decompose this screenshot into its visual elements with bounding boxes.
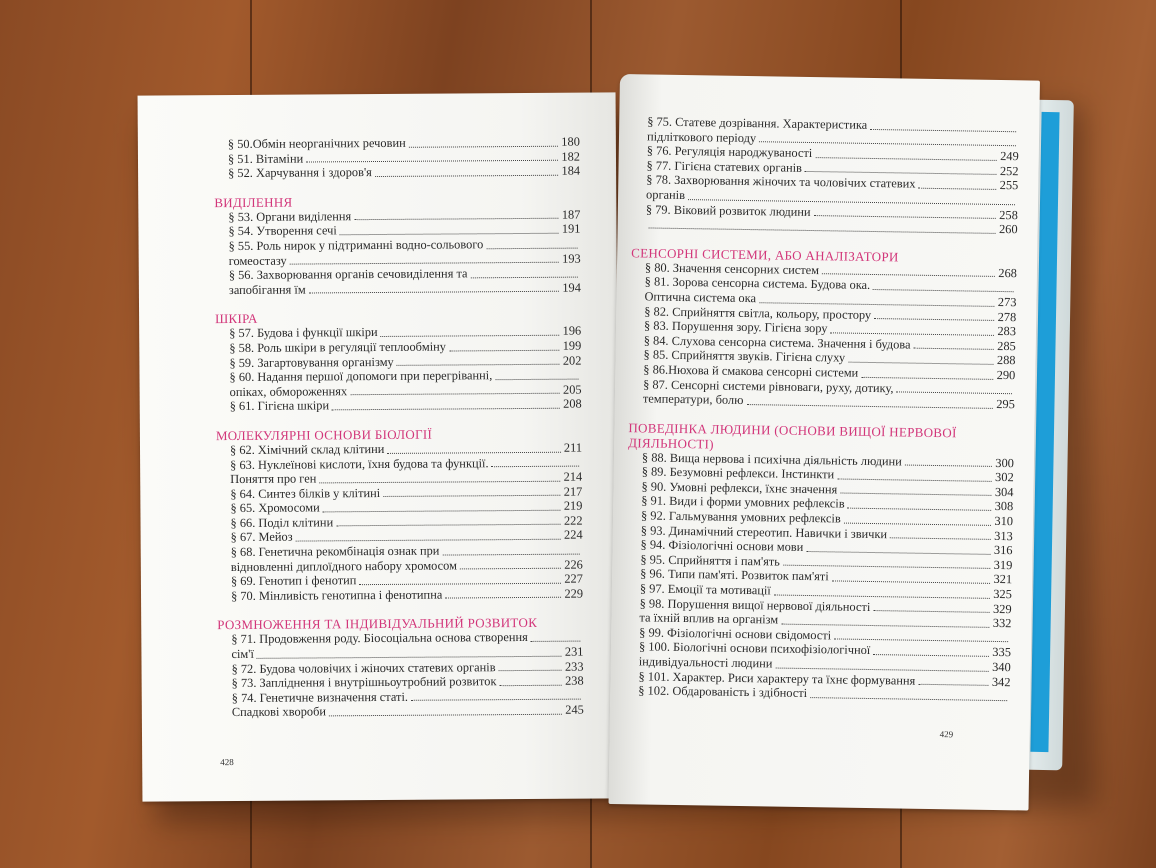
toc-page-number: 268 [998, 265, 1018, 281]
toc-page-number: 233 [564, 659, 584, 674]
toc-page-number: 313 [994, 528, 1013, 543]
toc-page-number: 273 [997, 294, 1017, 310]
toc-entry-title: § 92. Гальмування умовних рефлексів [640, 508, 841, 526]
toc-entry-title: § 65. Хромосоми [230, 500, 320, 516]
left-toc-column [214, 135, 584, 721]
toc-entry-title: § 54. Утворення сечі [228, 223, 337, 239]
leader-dots [844, 522, 992, 525]
leader-dots [449, 349, 560, 351]
toc-entry [216, 397, 582, 414]
leader-dots [354, 218, 559, 220]
toc-entry-title: § 60. Надання першої допомоги при перегріванні, [229, 368, 493, 385]
toc-entry-title: запобігання їм [228, 282, 306, 297]
toc-page-number: 285 [997, 338, 1016, 353]
toc-page-number: 199 [562, 338, 582, 353]
toc-page-number: 321 [993, 572, 1013, 587]
toc-page-number: 222 [563, 513, 583, 528]
leader-dots [815, 157, 997, 161]
section-heading: СЕНСОРНІ СИСТЕМИ, АБО АНАЛІЗАТОРИ [631, 244, 899, 265]
toc-entry-title: § 74. Генетичне визначення статі. [231, 689, 409, 705]
toc-entry-title: § 72. Будова чоловічих і жіночих статевих органів [231, 659, 496, 676]
toc-entry-title: § 83. Порушення зору. Гігієна зору [643, 318, 828, 336]
leader-dots [822, 274, 995, 278]
toc-page-number: 184 [561, 163, 581, 178]
right-page-number: 429 [939, 729, 954, 740]
toc-entry-title: § 101. Характер. Риси характеру та їхнє формування [638, 668, 916, 688]
section-heading: ПОВЕДІНКА ЛЮДИНИ (ОСНОВИ ВИЩОЇ НЕРВОВОЇ ДІЯЛЬНОСТІ) [628, 419, 957, 452]
leader-dots [309, 291, 560, 294]
toc-entry-title: § 53. Органи виділення [228, 208, 352, 224]
toc-entry-title: § 71. Продовження роду. Біосоціальна основа створення [231, 630, 528, 647]
leader-dots [896, 391, 1012, 394]
section-heading: ШКІРА [215, 311, 258, 327]
toc-page-number: 319 [993, 557, 1013, 573]
toc-entry-title: § 55. Роль нирок у підтриманні водно-сольового [228, 237, 484, 254]
leader-dots [834, 639, 1008, 643]
toc-entry-title: сім'ї [231, 646, 254, 662]
leader-dots [837, 478, 992, 481]
leader-dots [409, 145, 559, 147]
toc-page-number: 260 [998, 222, 1018, 237]
leader-dots [332, 408, 560, 411]
section-heading: МОЛЕКУЛЯРНІ ОСНОВИ БІОЛОГІЇ [215, 426, 433, 444]
leader-dots [918, 684, 989, 686]
leader-dots [830, 332, 994, 336]
toc-entry-title: § 84. Слухова сенсорна система. Значення і будова [643, 333, 911, 352]
toc-page-number: 231 [564, 644, 584, 659]
leader-dots [870, 129, 1016, 132]
toc-entry-title: § 96. Типи пам'яті. Розвиток пам'яті [640, 566, 829, 584]
leader-dots [290, 262, 559, 265]
toc-entry-title: гомеостазу [228, 253, 287, 268]
toc-entry-title: § 102. Обдарованість і здібності [638, 683, 808, 701]
toc-entry-title: § 62. Хімічний склад клітини [229, 441, 385, 457]
toc-entry-title: § 97. Емоції та мотивації [639, 581, 771, 598]
leader-dots [445, 597, 561, 599]
toc-page-number: 194 [562, 280, 581, 295]
toc-entry-title: § 57. Будова і функції шкіри [229, 325, 378, 341]
toc-page-number: 302 [995, 470, 1014, 485]
toc-entry-title: § 61. Гігієна шкіри [229, 398, 330, 414]
leader-dots [359, 583, 561, 585]
toc-entry [218, 703, 584, 720]
leader-dots [340, 233, 559, 236]
leader-dots [848, 508, 992, 511]
toc-entry-title: та їхній вплив на організм [639, 610, 779, 627]
leader-dots [873, 654, 989, 657]
toc-page-number: 193 [562, 251, 581, 266]
toc-page-number: 224 [563, 528, 583, 543]
leader-dots [531, 641, 581, 642]
leader-dots [257, 655, 562, 658]
leader-dots [387, 451, 561, 453]
toc-entry-title: § 78. Захворювання жіночих та чоловічих статевих [646, 172, 916, 192]
toc-page-number: 316 [993, 543, 1013, 558]
leader-dots [832, 580, 991, 583]
leader-dots [814, 215, 997, 219]
toc-entry-title: § 77. Гігієна статевих органів [646, 158, 803, 175]
leader-dots [499, 685, 562, 686]
toc-entry-title: § 89. Безумовні рефлекси. Інстинкти [641, 464, 835, 482]
toc-entry-title: § 94. Фізіологічні основи мови [640, 537, 804, 555]
leader-dots [499, 670, 562, 671]
toc-entry-title: § 75. Статеве дозрівання. Характеристика [647, 114, 868, 132]
leader-dots [492, 466, 580, 468]
toc-entry-title: § 100. Біологічні основи психофізіологічної [638, 639, 871, 658]
toc-entry-title: § 87. Сенсорні системи рівноваги, руху, дотику, [643, 376, 894, 395]
toc-entry-title: § 99. Фізіологічні основи свідомості [639, 625, 832, 643]
toc-entry-title: індивідуальності людини [638, 654, 773, 671]
toc-entry-title: § 64. Синтез білків у клітині [230, 485, 381, 501]
toc-entry-title: § 51. Вітаміни [227, 151, 304, 166]
toc-page-number: 310 [994, 513, 1014, 529]
toc-entry-title: § 70. Мінливість генотипна і фенотипна [230, 587, 443, 603]
toc-page-number: 217 [563, 484, 583, 499]
leader-dots [806, 551, 991, 555]
leader-dots [840, 493, 992, 496]
leader-dots [913, 348, 994, 350]
section-heading: РОЗМНОЖЕННЯ ТА ІНДИВІДУАЛЬНИЙ РОЗВИТОК [217, 615, 538, 633]
leader-dots [848, 362, 994, 365]
toc-page-number: 196 [562, 323, 582, 339]
toc-page-number: 278 [997, 309, 1017, 324]
toc-page-number: 182 [561, 149, 581, 164]
leader-dots [411, 699, 581, 701]
toc-page-number: 205 [562, 382, 582, 397]
leader-dots [746, 404, 993, 409]
toc-page-number: 214 [563, 469, 583, 484]
toc-entry-title: Спадкові хвороби [231, 704, 327, 720]
toc-entry-title: § 81. Зорова сенсорна система. Будова ока. [644, 274, 871, 293]
toc-page-number: 335 [992, 645, 1012, 660]
leader-dots [471, 276, 578, 278]
leader-dots [890, 538, 991, 541]
toc-page-number: 283 [997, 324, 1017, 339]
leader-dots [861, 376, 993, 379]
toc-page-number: 191 [561, 221, 581, 237]
toc-entry-title: § 95. Сприйняття і пам'ять [640, 552, 781, 569]
toc-entry-title: § 56. Захворювання органів сечовиділення та [228, 266, 468, 283]
toc-page-number: 180 [561, 134, 580, 149]
toc-entry-title: § 52. Харчування і здоров'я [228, 165, 372, 181]
toc-entry-title: § 58. Роль шкіри в регуляції теплообміну [229, 339, 446, 355]
toc-entry-title: § 68. Генетична рекомбінація ознак при [230, 543, 440, 560]
toc-page-number: 258 [999, 207, 1018, 222]
leader-dots [350, 393, 560, 395]
toc-entry-title: температури, болю [642, 391, 744, 408]
toc-entry [215, 280, 581, 297]
toc-entry-title: § 82. Сприйняття світла, кольору, простору [644, 303, 872, 322]
toc-entry-title: § 85. Сприйняття звуків. Гігієна слуху [643, 347, 846, 365]
toc-page-number: 325 [993, 586, 1012, 602]
toc-page-number: 238 [564, 673, 584, 688]
leader-dots [381, 335, 560, 337]
leader-dots [336, 524, 561, 527]
toc-page-number: 340 [992, 659, 1011, 675]
toc-entry-title: Оптична система ока [644, 289, 757, 306]
toc-entry-title: Поняття про ген [230, 471, 317, 487]
toc-page-number: 226 [564, 557, 583, 572]
toc-entry-title: § 69. Генотип і фенотип [230, 573, 357, 589]
toc-entry-title: § 59. Загартовування організму [229, 354, 394, 370]
toc-entry-title: § 93. Динамічний стереотип. Навички і звички [640, 523, 888, 541]
toc-entry-title: § 98. Порушення вищої нервової діяльності [639, 596, 871, 614]
toc-page-number: 211 [563, 440, 583, 455]
toc-entry-title: § 80. Значення сенсорних систем [644, 260, 820, 277]
toc-page-number: 252 [999, 163, 1019, 179]
leader-dots [397, 364, 560, 366]
left-page [138, 92, 621, 801]
toc-entry-title: § 66. Поділ клітини [230, 515, 334, 530]
leader-dots [319, 480, 560, 483]
toc-entry-title: § 67. Мейоз [230, 530, 293, 545]
toc-entry-title: § 79. Віковий розвиток людини [645, 201, 811, 219]
toc-page-number: 255 [999, 178, 1019, 193]
toc-page-number: 187 [561, 207, 581, 222]
left-page-number: 428 [220, 757, 234, 768]
toc-entry-title: відновленні диплоїдного набору хромосом [230, 558, 458, 574]
leader-dots [495, 378, 578, 380]
leader-dots [805, 171, 997, 175]
toc-page-number: 329 [992, 601, 1012, 616]
toc-page-number: 290 [996, 367, 1016, 383]
leader-dots [649, 227, 996, 233]
toc-page-number: 245 [565, 702, 584, 718]
leader-dots [905, 465, 993, 467]
toc-page-number: 308 [994, 499, 1014, 514]
toc-page-number: 229 [564, 586, 584, 601]
leader-dots [918, 188, 996, 190]
toc-entry-title: підліткового періоду [646, 129, 757, 145]
toc-page-number: 295 [996, 397, 1015, 412]
toc-entry-title: § 90. Умовні рефлекси, їхнє значення [641, 479, 838, 497]
leader-dots [810, 697, 1007, 701]
toc-page-number: 202 [562, 353, 582, 368]
leader-dots [873, 610, 990, 613]
toc-entry-title: § 73. Запліднення і внутрішньоутробний розвиток [231, 674, 497, 691]
leader-dots [874, 318, 994, 321]
leader-dots [375, 175, 559, 177]
toc-page-number: 219 [563, 498, 583, 513]
toc-page-number: 249 [1000, 149, 1019, 164]
leader-dots [306, 160, 558, 163]
toc-entry-title: § 63. Нуклеїнові кислоти, їхня будова та функції. [230, 455, 489, 472]
toc-page-number: 227 [564, 571, 583, 586]
toc-page-number: 304 [994, 484, 1014, 500]
toc-page-number: 208 [563, 396, 582, 412]
leader-dots [486, 247, 577, 249]
leader-dots [383, 495, 561, 497]
leader-dots [329, 714, 562, 717]
leader-dots [296, 539, 561, 542]
toc-page-number: 342 [991, 674, 1011, 689]
toc-page-number: 288 [996, 353, 1016, 368]
toc-entry-title: § 86.Нюхова й смакова сенсорні системи [643, 362, 859, 380]
toc-entry-title: § 88. Вища нервова і психічна діяльність людини [641, 450, 902, 469]
toc-entry-title: § 76. Регуляція народжуваності [646, 143, 813, 161]
leader-dots [442, 553, 579, 555]
leader-dots [323, 510, 561, 513]
toc-entry-title: опіках, обмороженнях [229, 383, 348, 399]
toc-entry-title: § 50.Обмін неорганічних речовин [227, 135, 406, 152]
toc-page-number: 300 [995, 455, 1015, 470]
toc-entry-title: § 91. Види і форми умовних рефлексів [641, 493, 845, 512]
section-heading: ВИДІЛЕННЯ [214, 194, 293, 210]
leader-dots [460, 568, 561, 570]
toc-entry [217, 586, 583, 603]
right-toc-column [624, 114, 1019, 704]
right-page [609, 74, 1040, 811]
toc-page-number: 332 [992, 616, 1012, 631]
toc-entry [214, 164, 580, 181]
leader-dots [873, 289, 1014, 292]
toc-entry-title: органів [646, 187, 686, 203]
